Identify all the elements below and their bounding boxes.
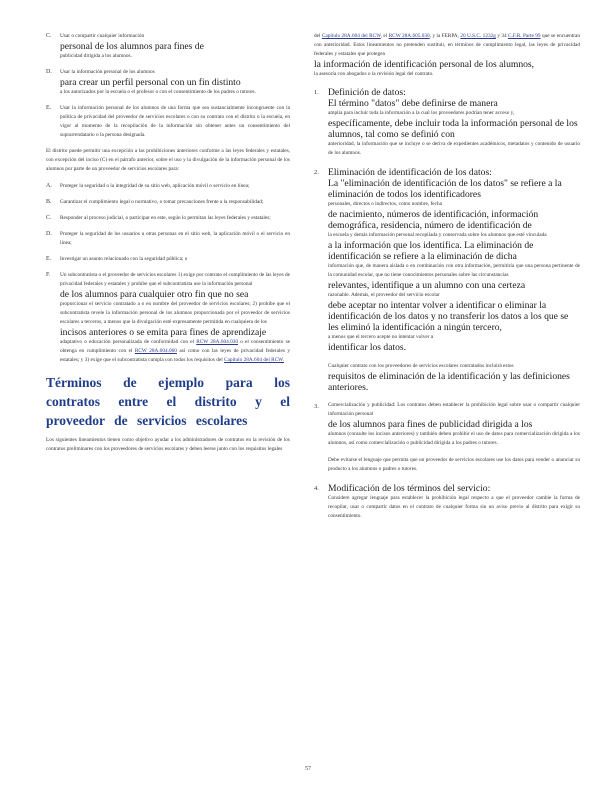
exception-item-c bbox=[46, 214, 290, 223]
text-line: de los alumnos para cualquier otro fin que no sea bbox=[60, 289, 249, 300]
item-number: 3. bbox=[314, 403, 319, 410]
text-line: la asesoría con abogados o la revisión legal del contrato. bbox=[314, 71, 434, 77]
text-line: Considere agregar lenguaje para establecer la prohibición legal respecto a que el proveedor cambie la forma de recopilar, usar o compartir datos en el contrato de cualquier forma sin un aviso previo al distrito para exigir su consentimiento. bbox=[328, 495, 580, 519]
item-title: Modificación de los términos del servicio: bbox=[328, 483, 491, 494]
text-line: publicidad dirigida a los alumnos. bbox=[60, 53, 132, 59]
text-line: debe aceptar no intentar volver a identificar o eliminar la identificación de los datos y no transferir los datos a los que se les eliminó la identificación a ningún tercero, bbox=[328, 300, 569, 333]
exception-item-f bbox=[46, 271, 290, 365]
list-item-e bbox=[46, 104, 290, 140]
list-item-c bbox=[46, 32, 290, 61]
text-run: así como con las leyes de privacidad federales y estatales; y 3) exige que el subcontratista cumpla con todos los requisitos del bbox=[60, 348, 290, 363]
text-line: El término "datos" debe definirse de manera bbox=[328, 98, 498, 109]
text-line: a la información que los identifica. La eliminación de identificación se refiere a la eliminación de dicha bbox=[328, 240, 534, 262]
contractor-paragraph bbox=[328, 362, 580, 393]
list-item-d bbox=[46, 68, 290, 97]
list-label: F. bbox=[46, 272, 51, 278]
text-line: requisitos de eliminación de la identificación y las definiciones anteriores. bbox=[328, 371, 570, 393]
intro-paragraph bbox=[314, 32, 580, 79]
text-line: Debe evitarse el lenguaje que permita que un proveedor de servicios escolares use los datos para vender o anunciar su producto a los alumnos o padres o tutores. bbox=[328, 457, 580, 472]
list-text: Proteger la seguridad o la integridad de su sitio web, aplicación móvil o servicio en línea; bbox=[60, 183, 250, 189]
list-text: Investigar un asunto relacionado con la seguridad pública; o bbox=[60, 256, 188, 262]
item-title: Definición de datos: bbox=[328, 87, 406, 98]
text-block bbox=[60, 338, 290, 365]
text-line: información que, de manera aislada o en combinación con otra información, permitiría que una persona pertinente de la comunidad escolar, que no tiene conocimientos personales sobre las circunstancias bbox=[328, 263, 580, 278]
cfr-link[interactable]: C.F.R. Parte 99 bbox=[508, 33, 541, 39]
list-label: D. bbox=[46, 231, 52, 237]
district-exception-paragraph: El distrito puede permitir una excepción a las prohibiciones anteriores conforme a las leyes federales y estatales, con excepción del inciso (C) en el párrafo anterior, sobre el uso y la divulgación de la información personal de los alumnos por parte de un proveedor de servicios escolares para: bbox=[46, 148, 290, 172]
text-line: a los autorizados por la escuela o el profesor o con el consentimiento de los padres o tutores. bbox=[60, 89, 256, 95]
text-run: , y la FERPA, bbox=[429, 33, 459, 39]
list-label: E. bbox=[46, 256, 52, 262]
item-number: 4. bbox=[314, 485, 319, 492]
usc-link[interactable]: 20 U.S.C. 1232g bbox=[460, 33, 496, 39]
item-title: Eliminación de identificación de los datos: bbox=[328, 167, 492, 178]
item-number: 1. bbox=[314, 89, 319, 96]
list-label: E. bbox=[46, 105, 52, 111]
text-line: Usar la información personal de los alumnos de una forma que sea sustancialmente incongruente con la política de privacidad del proveedor de servicios escolares o con su contrato con el distrito o la escuela, en vigor al momento de la recopilación de la información sin obtener antes un consentimiento del suprarrendatario o la persona designada. bbox=[60, 105, 290, 138]
text-line: relevantes, identifique a un alumno con una certeza bbox=[328, 280, 526, 291]
right-column bbox=[314, 32, 580, 530]
numbered-item-2 bbox=[314, 167, 580, 353]
left-column bbox=[46, 32, 290, 454]
text-line: incisos anteriores o se emita para fines de aprendizaje bbox=[60, 327, 267, 338]
rcw-link[interactable]: RCW 28A.604.060 bbox=[134, 348, 177, 354]
text-line: alumnos (consulte los incisos anteriores) y también deben prohibir el uso de datos para comercialización dirigida a los alumnos, así como comercialización o publicidad dirigida a los padres o tutores. bbox=[328, 431, 580, 446]
list-label: B. bbox=[46, 199, 52, 205]
text-line: específicamente, debe incluir toda la información personal de los alumnos, tal como se definió con bbox=[328, 118, 578, 140]
text-line: personales, directos o indirectos, como nombre, fecha bbox=[328, 201, 442, 207]
text-run: que se encuentran con anterioridad. Estos lineamientos no pretenden sustituir, en términos de cumplimiento legal, las leyes de privacidad federales y estatales que protegen bbox=[314, 33, 581, 57]
text-run: o el consentimiento se obtenga en cumplimiento con el bbox=[60, 339, 290, 354]
text-line: Usar o compartir cualquier información bbox=[60, 33, 145, 39]
list-label: D. bbox=[46, 69, 52, 75]
section-heading: Términos de ejemplo para los contratos entre el distrito y el proveedor de servicios escolares bbox=[46, 375, 290, 428]
list-text: Garantizar el cumplimiento legal o normativo, o tomar precauciones frente a la responsabilidad; bbox=[60, 199, 264, 205]
text-run: , el bbox=[380, 33, 388, 39]
text-line: de nacimiento, números de identificación, información demográfica, residencia, número de identificación de bbox=[328, 209, 539, 231]
text-line: amplia para incluir toda la información a la cual los proveedores podrían tener acceso y, bbox=[328, 110, 515, 116]
exception-item-a bbox=[46, 182, 290, 191]
text-run: del bbox=[314, 33, 321, 39]
rcw-link[interactable]: RCW 28A.604.030 bbox=[196, 339, 239, 345]
page-number: 57 bbox=[305, 766, 311, 772]
numbered-item-1 bbox=[314, 87, 580, 158]
text-line: la información de identificación personal de los alumnos, bbox=[314, 59, 535, 70]
text-line: Cualquier contrato con los proveedores de servicios escolares contratados incluirá estos bbox=[328, 363, 514, 369]
closing-paragraph: Los siguientes lineamientos tienen como objetivo ayudar a los administradores de contratos en la revisión de los contratos preliminares con los proveedores de servicios escolares y deben leerse junto con los requisitos legales bbox=[46, 437, 290, 452]
text-line: La "eliminación de identificación de los datos" se refiere a la eliminación de todos los identificadores bbox=[328, 178, 562, 200]
text-run: adaptativo o educación personalizada de conformidad con el bbox=[60, 339, 195, 345]
text-line: razonable. Además, el proveedor del servicio escolar bbox=[328, 292, 440, 298]
text-line: personal de los alumnos para fines de bbox=[60, 41, 204, 52]
text-line: Comercialización y publicidad: Los contratos deben establecer la prohibición legal sobre usar o compartir cualquier información personal bbox=[328, 402, 580, 417]
exception-item-d bbox=[46, 230, 290, 248]
chapter-link[interactable]: Capítulo 28A.604 del RCW. bbox=[224, 357, 285, 363]
list-text: Responder al proceso judicial, o participar en este, según lo permitan las leyes federales y estatales; bbox=[60, 215, 271, 221]
text-line: Un subcontratista o el proveedor de servicios escolares 1) exige por contrato el cumplimiento de las leyes de privacidad federales y estatales y prohíbe que el subcontratista use la información personal bbox=[60, 272, 290, 287]
text-run: y 34 bbox=[497, 33, 507, 39]
text-line: de los alumnos para fines de publicidad dirigida a los bbox=[328, 419, 533, 430]
list-label: A. bbox=[46, 183, 52, 189]
text-line: a menos que el tercero acepte no intentar volver a bbox=[328, 334, 434, 340]
list-label: C. bbox=[46, 33, 52, 39]
numbered-item-3 bbox=[314, 401, 580, 474]
text-line: proporcionar el servicio contratado a o en nombre del proveedor de servicios escolares; 2) prohíbe que el subcontratista revele la información personal de los alumnos proporcionada por el proveedor de servicios escolares a terceros, a menos que la divulgación esté expresamente permitida en cualquiera de los bbox=[60, 301, 290, 325]
numbered-item-4 bbox=[314, 483, 580, 521]
exception-item-e bbox=[46, 255, 290, 264]
text-line: identificar los datos. bbox=[328, 342, 407, 353]
text-line: la escuela y demás información personal recopilada y conservada sobre los alumnos que esté vinculada bbox=[328, 232, 547, 238]
text-line: para crear un perfil personal con un fin distinto bbox=[60, 77, 241, 88]
text-line: anterioridad, la información que se incluye o se deriva de expedientes académicos, metadatos y contenido de usuario de los alumnos. bbox=[328, 141, 580, 156]
text-line: Usar la información personal de los alumnos bbox=[60, 69, 155, 75]
list-label: C. bbox=[46, 215, 52, 221]
exception-item-b bbox=[46, 198, 290, 207]
rcw-link[interactable]: RCW 28A.605.030 bbox=[388, 33, 430, 39]
item-number: 2. bbox=[314, 169, 319, 176]
list-text: Proteger la seguridad de los usuarios u otras personas en el sitio web, la aplicación móvil o el servicio en línea; bbox=[60, 231, 290, 246]
chapter-link[interactable]: Capítulo 28A.604 del RCW bbox=[321, 33, 381, 39]
